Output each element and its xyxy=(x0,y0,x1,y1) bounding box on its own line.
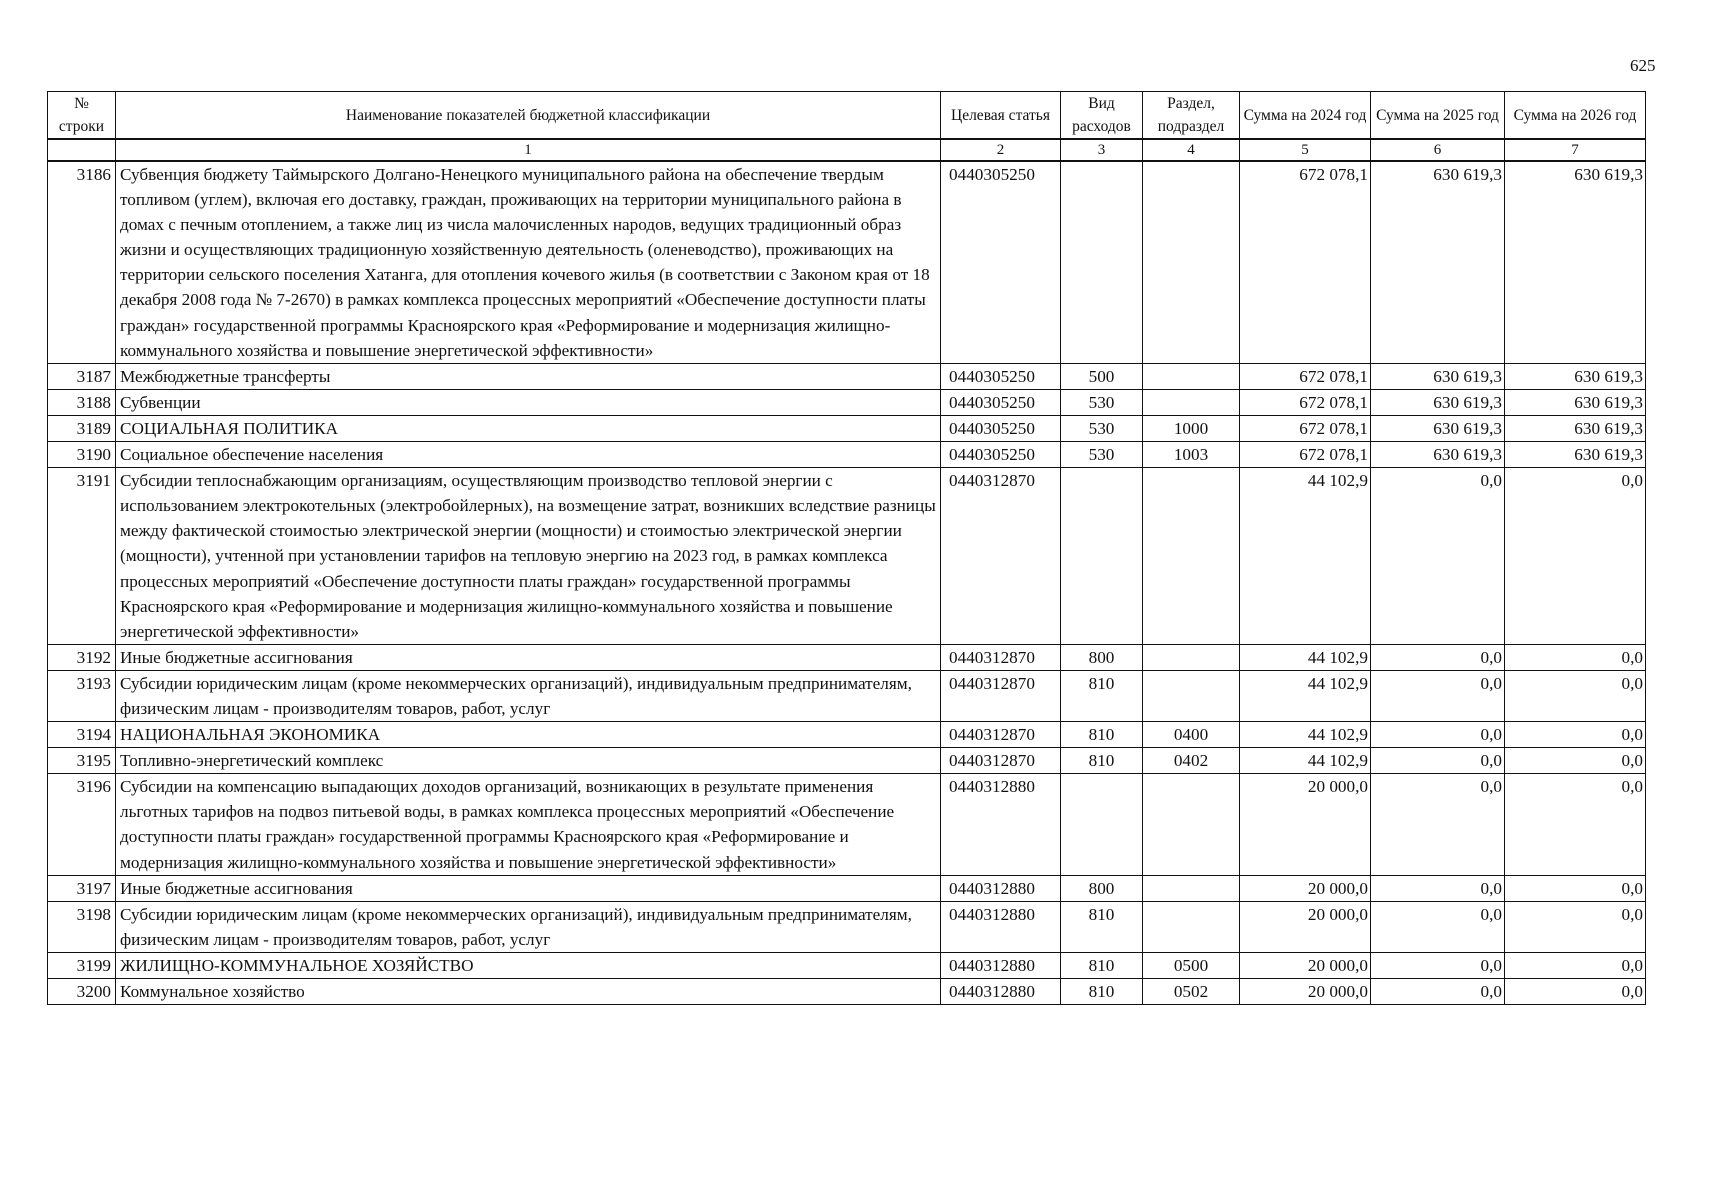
row-name: Социальное обеспечение населения xyxy=(116,442,941,468)
row-section: 0500 xyxy=(1143,952,1240,978)
table-row xyxy=(48,748,1646,774)
table-row xyxy=(48,979,1646,1005)
row-sum-2026: 630 619,3 xyxy=(1505,363,1646,389)
row-target-article: 0440312870 xyxy=(941,748,1061,774)
row-section xyxy=(1143,875,1240,901)
row-expense-type: 810 xyxy=(1061,722,1143,748)
row-section: 1003 xyxy=(1143,442,1240,468)
row-target-article: 0440312880 xyxy=(941,979,1061,1005)
column-number-row xyxy=(48,139,1646,161)
row-sum-2024: 672 078,1 xyxy=(1240,442,1371,468)
row-sum-2026: 0,0 xyxy=(1505,774,1646,875)
table-row xyxy=(48,415,1646,441)
row-sum-2024: 672 078,1 xyxy=(1240,363,1371,389)
header-row-no: № строки xyxy=(48,92,116,140)
row-section xyxy=(1143,901,1240,952)
column-number-blank xyxy=(48,139,116,161)
table-row xyxy=(48,774,1646,875)
row-sum-2026: 0,0 xyxy=(1505,875,1646,901)
row-sum-2026: 0,0 xyxy=(1505,670,1646,721)
row-sum-2025: 630 619,3 xyxy=(1371,389,1505,415)
header-expense-type: Вид расходов xyxy=(1061,92,1143,140)
row-sum-2025: 0,0 xyxy=(1371,979,1505,1005)
table-row xyxy=(48,389,1646,415)
row-name: Коммунальное хозяйство xyxy=(116,979,941,1005)
column-number: 4 xyxy=(1143,139,1240,161)
row-section: 1000 xyxy=(1143,415,1240,441)
row-number: 3198 xyxy=(48,901,116,952)
column-number: 3 xyxy=(1061,139,1143,161)
column-number: 6 xyxy=(1371,139,1505,161)
row-target-article: 0440312870 xyxy=(941,722,1061,748)
row-expense-type xyxy=(1061,161,1143,363)
row-number: 3197 xyxy=(48,875,116,901)
row-sum-2025: 0,0 xyxy=(1371,875,1505,901)
budget-table xyxy=(47,91,1646,1005)
table-row xyxy=(48,722,1646,748)
row-name: НАЦИОНАЛЬНАЯ ЭКОНОМИКА xyxy=(116,722,941,748)
row-name: Межбюджетные трансферты xyxy=(116,363,941,389)
row-sum-2024: 44 102,9 xyxy=(1240,644,1371,670)
row-sum-2025: 0,0 xyxy=(1371,952,1505,978)
row-number: 3194 xyxy=(48,722,116,748)
row-sum-2026: 630 619,3 xyxy=(1505,442,1646,468)
row-name: ЖИЛИЩНО-КОММУНАЛЬНОЕ ХОЗЯЙСТВО xyxy=(116,952,941,978)
row-target-article: 0440312870 xyxy=(941,644,1061,670)
row-sum-2024: 44 102,9 xyxy=(1240,722,1371,748)
row-expense-type: 500 xyxy=(1061,363,1143,389)
row-number: 3191 xyxy=(48,468,116,645)
header-section: Раздел, подраздел xyxy=(1143,92,1240,140)
row-sum-2025: 0,0 xyxy=(1371,901,1505,952)
row-section xyxy=(1143,389,1240,415)
row-sum-2024: 44 102,9 xyxy=(1240,468,1371,645)
column-number: 5 xyxy=(1240,139,1371,161)
row-sum-2024: 44 102,9 xyxy=(1240,748,1371,774)
row-name: СОЦИАЛЬНАЯ ПОЛИТИКА xyxy=(116,415,941,441)
table-row xyxy=(48,644,1646,670)
row-name: Иные бюджетные ассигнования xyxy=(116,875,941,901)
row-sum-2026: 0,0 xyxy=(1505,644,1646,670)
row-expense-type xyxy=(1061,774,1143,875)
header-sum-2026: Сумма на 2026 год xyxy=(1505,92,1646,140)
row-sum-2025: 0,0 xyxy=(1371,670,1505,721)
row-sum-2026: 630 619,3 xyxy=(1505,161,1646,363)
table-row xyxy=(48,952,1646,978)
row-expense-type: 810 xyxy=(1061,952,1143,978)
row-expense-type: 530 xyxy=(1061,415,1143,441)
row-sum-2026: 0,0 xyxy=(1505,722,1646,748)
row-name: Субвенции xyxy=(116,389,941,415)
table-row xyxy=(48,161,1646,363)
row-section xyxy=(1143,363,1240,389)
row-expense-type: 530 xyxy=(1061,442,1143,468)
row-number: 3189 xyxy=(48,415,116,441)
header-sum-2025: Сумма на 2025 год xyxy=(1371,92,1505,140)
row-sum-2026: 0,0 xyxy=(1505,952,1646,978)
row-sum-2025: 0,0 xyxy=(1371,748,1505,774)
row-sum-2025: 630 619,3 xyxy=(1371,161,1505,363)
row-target-article: 0440305250 xyxy=(941,389,1061,415)
row-sum-2024: 672 078,1 xyxy=(1240,415,1371,441)
row-name: Субсидии теплоснабжающим организациям, осуществляющим производство тепловой энергии с использованием электрокотельных (электробойлерных), на возмещение затрат, возникших вследствие разницы между фактической стоимостью электрической энергии (мощности) и стоимостью электрической энергии (мощности), учтенной при установлении тарифов на тепловую энергию на 2023 год, в рамках комплекса процессных мероприятий «Обеспечение доступности платы граждан» государственной программы Красноярского края «Реформирование и модернизация жилищно-коммунального хозяйства и повышение энергетической эффективности» xyxy=(116,468,941,645)
row-expense-type: 810 xyxy=(1061,979,1143,1005)
row-expense-type: 530 xyxy=(1061,389,1143,415)
row-number: 3190 xyxy=(48,442,116,468)
header-row xyxy=(48,92,1646,140)
row-expense-type: 800 xyxy=(1061,875,1143,901)
row-sum-2024: 20 000,0 xyxy=(1240,875,1371,901)
table-row xyxy=(48,363,1646,389)
table-body xyxy=(48,161,1646,1005)
row-section xyxy=(1143,670,1240,721)
row-expense-type: 810 xyxy=(1061,748,1143,774)
row-number: 3193 xyxy=(48,670,116,721)
row-target-article: 0440312880 xyxy=(941,875,1061,901)
row-sum-2024: 20 000,0 xyxy=(1240,979,1371,1005)
row-sum-2024: 672 078,1 xyxy=(1240,389,1371,415)
row-sum-2024: 672 078,1 xyxy=(1240,161,1371,363)
row-sum-2025: 0,0 xyxy=(1371,774,1505,875)
row-section: 0502 xyxy=(1143,979,1240,1005)
row-target-article: 0440305250 xyxy=(941,363,1061,389)
row-sum-2026: 0,0 xyxy=(1505,468,1646,645)
row-target-article: 0440305250 xyxy=(941,442,1061,468)
row-target-article: 0440312880 xyxy=(941,774,1061,875)
row-number: 3186 xyxy=(48,161,116,363)
row-expense-type: 800 xyxy=(1061,644,1143,670)
header-name: Наименование показателей бюджетной классификации xyxy=(116,92,941,140)
row-section xyxy=(1143,774,1240,875)
column-number: 7 xyxy=(1505,139,1646,161)
row-target-article: 0440312870 xyxy=(941,670,1061,721)
row-number: 3188 xyxy=(48,389,116,415)
row-target-article: 0440305250 xyxy=(941,161,1061,363)
row-section xyxy=(1143,161,1240,363)
row-name: Топливно-энергетический комплекс xyxy=(116,748,941,774)
row-section xyxy=(1143,644,1240,670)
row-name: Субвенция бюджету Таймырского Долгано-Ненецкого муниципального района на обеспечение твердым топливом (углем), включая его доставку, граждан, проживающих на территории муниципального района в домах с печным отоплением, а также лиц из числа малочисленных народов, ведущих традиционный образ жизни и осуществляющих традиционную хозяйственную деятельность (оленеводство), проживающих на территории сельского поселения Хатанга, для отопления кочевого жилья (в соответствии с Законом края от 18 декабря 2008 года № 7-2670) в рамках комплекса процессных мероприятий «Обеспечение доступности платы граждан» государственной программы Красноярского края «Реформирование и модернизация жилищно-коммунального хозяйства и повышение энергетической эффективности» xyxy=(116,161,941,363)
column-number: 2 xyxy=(941,139,1061,161)
row-section xyxy=(1143,468,1240,645)
row-sum-2025: 630 619,3 xyxy=(1371,363,1505,389)
row-name: Субсидии юридическим лицам (кроме некоммерческих организаций), индивидуальным предпринимателям, физическим лицам - производителям товаров, работ, услуг xyxy=(116,670,941,721)
row-sum-2025: 630 619,3 xyxy=(1371,415,1505,441)
row-sum-2026: 630 619,3 xyxy=(1505,415,1646,441)
row-target-article: 0440312880 xyxy=(941,901,1061,952)
row-expense-type: 810 xyxy=(1061,670,1143,721)
page-number: 625 xyxy=(1630,56,1656,75)
row-section: 0400 xyxy=(1143,722,1240,748)
row-name: Субсидии юридическим лицам (кроме некоммерческих организаций), индивидуальным предпринимателям, физическим лицам - производителям товаров, работ, услуг xyxy=(116,901,941,952)
header-target-article: Целевая статья xyxy=(941,92,1061,140)
row-number: 3192 xyxy=(48,644,116,670)
row-sum-2024: 20 000,0 xyxy=(1240,952,1371,978)
row-expense-type: 810 xyxy=(1061,901,1143,952)
row-sum-2026: 0,0 xyxy=(1505,979,1646,1005)
row-sum-2024: 20 000,0 xyxy=(1240,901,1371,952)
row-number: 3196 xyxy=(48,774,116,875)
row-name: Субсидии на компенсацию выпадающих доходов организаций, возникающих в результате применения льготных тарифов на подвоз питьевой воды, в рамках комплекса процессных мероприятий «Обеспечение доступности платы граждан» государственной программы Красноярского края «Реформирование и модернизация жилищно-коммунального хозяйства и повышение энергетической эффективности» xyxy=(116,774,941,875)
row-sum-2026: 630 619,3 xyxy=(1505,389,1646,415)
row-section: 0402 xyxy=(1143,748,1240,774)
header-sum-2024: Сумма на 2024 год xyxy=(1240,92,1371,140)
row-sum-2025: 630 619,3 xyxy=(1371,442,1505,468)
row-target-article: 0440312880 xyxy=(941,952,1061,978)
row-sum-2025: 0,0 xyxy=(1371,722,1505,748)
table-row xyxy=(48,442,1646,468)
row-sum-2024: 44 102,9 xyxy=(1240,670,1371,721)
row-expense-type xyxy=(1061,468,1143,645)
table-row xyxy=(48,901,1646,952)
table-row xyxy=(48,468,1646,645)
row-sum-2025: 0,0 xyxy=(1371,644,1505,670)
column-number: 1 xyxy=(116,139,941,161)
table-row xyxy=(48,670,1646,721)
row-target-article: 0440312870 xyxy=(941,468,1061,645)
row-number: 3199 xyxy=(48,952,116,978)
row-number: 3187 xyxy=(48,363,116,389)
row-sum-2025: 0,0 xyxy=(1371,468,1505,645)
table-row xyxy=(48,875,1646,901)
row-target-article: 0440305250 xyxy=(941,415,1061,441)
row-number: 3195 xyxy=(48,748,116,774)
row-sum-2026: 0,0 xyxy=(1505,748,1646,774)
row-number: 3200 xyxy=(48,979,116,1005)
row-sum-2024: 20 000,0 xyxy=(1240,774,1371,875)
row-sum-2026: 0,0 xyxy=(1505,901,1646,952)
row-name: Иные бюджетные ассигнования xyxy=(116,644,941,670)
